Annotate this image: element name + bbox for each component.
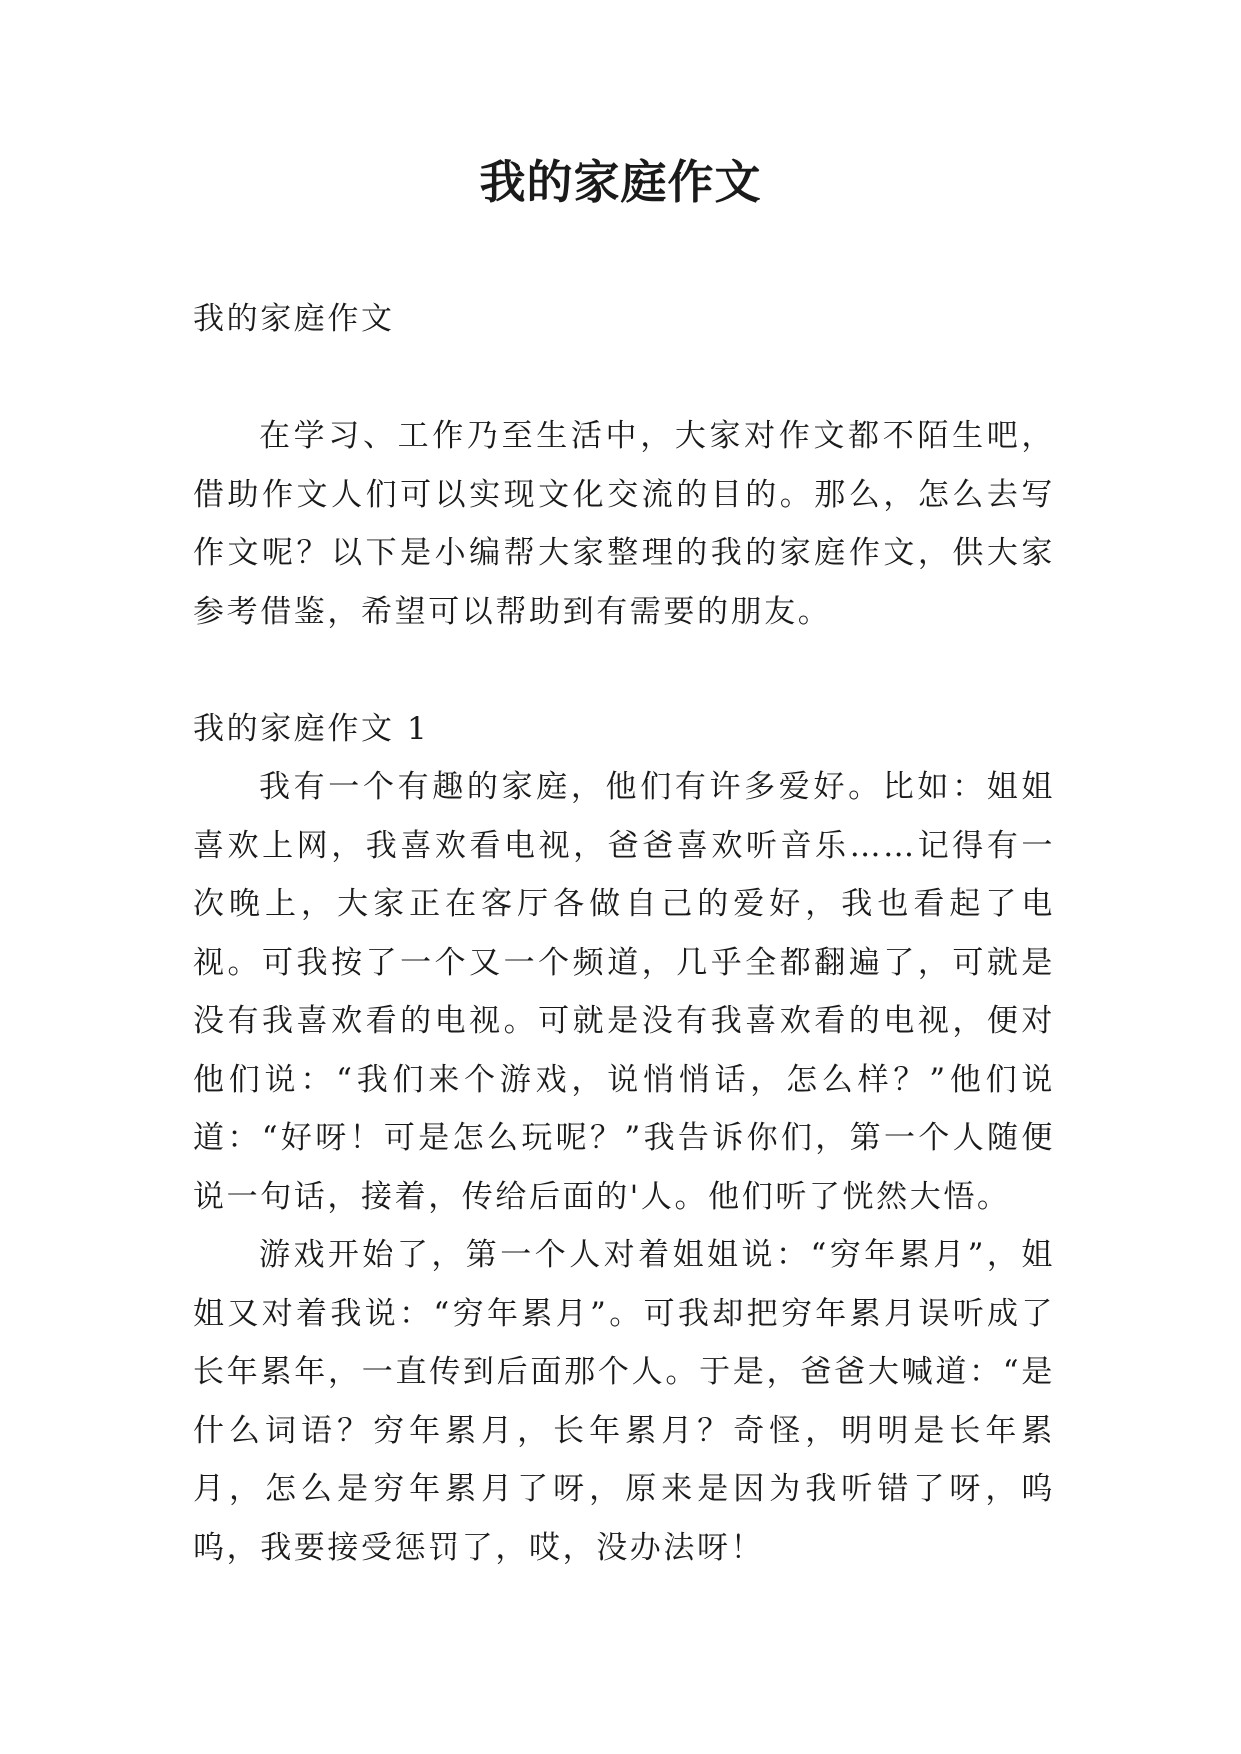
spacer bbox=[193, 641, 1055, 700]
intro-paragraph: 在学习、工作乃至生活中，大家对作文都不陌生吧，借助作文人们可以实现文化交流的目的。那么，怎么去写作文呢？以下是小编帮大家整理的我的家庭作文，供大家参考借鉴，希望可以帮助到有需要的朋友。 bbox=[193, 418, 1055, 630]
body-paragraph: 游戏开始了，第一个人对着姐姐说：“穷年累月”，姐姐又对着我说：“穷年累月”。可我却把穷年累月误听成了长年累年，一直传到后面那个人。于是，爸爸大喊道：“是什么词语？穷年累月，长年累月？奇怪，明明是长年累月，怎么是穷年累月了呀，原来是因为我听错了呀，呜呜，我要接受惩罚了，哎，没办法呀！ bbox=[193, 1237, 1055, 1566]
document-title: 我的家庭作文 bbox=[479, 155, 762, 209]
spacer bbox=[193, 349, 1055, 408]
document-body bbox=[193, 290, 1055, 1577]
body-paragraph: 我有一个有趣的家庭，他们有许多爱好。比如：姐姐喜欢上网，我喜欢看电视，爸爸喜欢听音乐……记得有一次晚上，大家正在客厅各做自己的爱好，我也看起了电视。可我按了一个又一个频道，几乎全都翻遍了，可就是没有我喜欢看的电视。可就是没有我喜欢看的电视，便对他们说：“我们来个游戏，说悄悄话，怎么样？”他们说道：“好呀！可是怎么玩呢？”我告诉你们，第一个人随便说一句话，接着，传给后面的'人。他们听了恍然大悟。 bbox=[193, 769, 1055, 1215]
subtitle: 我的家庭作文 bbox=[193, 301, 395, 337]
section-heading: 我的家庭作文 1 bbox=[193, 710, 430, 747]
